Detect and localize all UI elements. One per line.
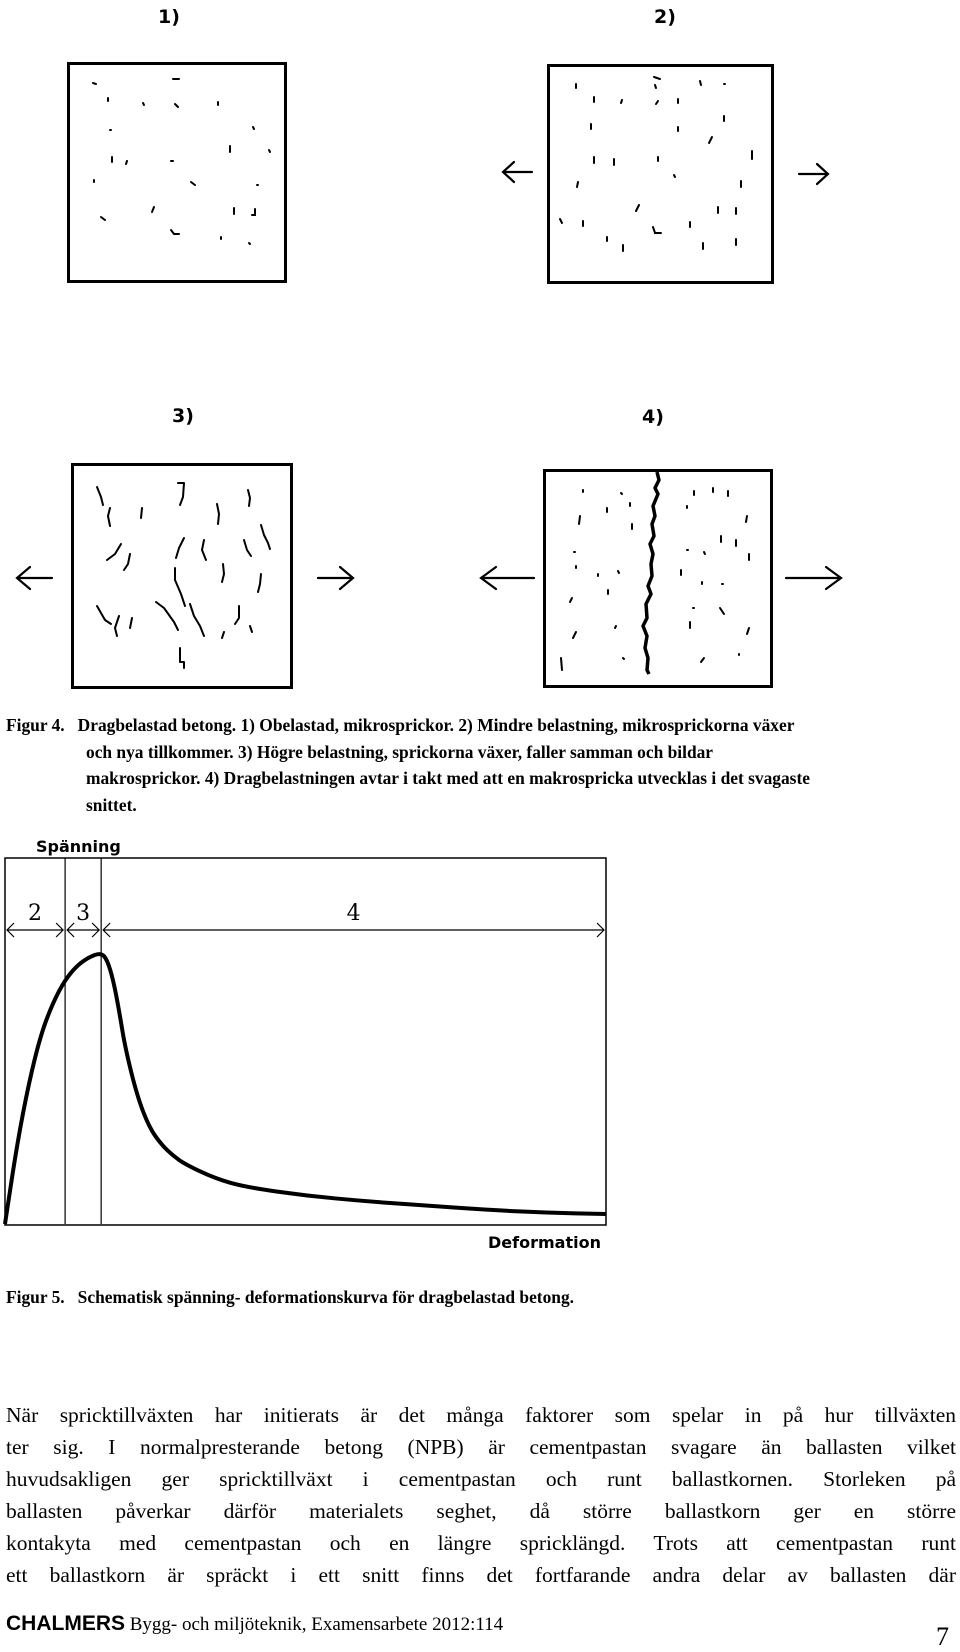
figure-4-caption — [6, 712, 956, 818]
body-line: ter sig. I normalpresterande betong (NPB) är cementpastan svagare än ballasten vilket — [6, 1435, 956, 1459]
left-arrow-icon — [14, 563, 54, 593]
figure-4-caption-line: Dragbelastad betong. 1) Obelastad, mikrosprickor. 2) Mindre belastning, mikrosprickorna växer — [77, 715, 795, 735]
body-line: ett ballastkorn är spräckt i ett snitt finns det fortfarande andra delar av ballasten där — [6, 1563, 956, 1587]
left-arrow-icon — [478, 563, 536, 593]
figure-5-caption-label: Figur 5. — [6, 1287, 65, 1307]
body-paragraph — [6, 1399, 956, 1591]
footer-text: Bygg- och miljöteknik, Examensarbete 2012:114 — [129, 1614, 504, 1635]
panel-3-specimen — [71, 463, 293, 689]
micro-cracks-2 — [550, 67, 771, 281]
region-3-label: 3 — [76, 901, 91, 926]
page-footer — [6, 1612, 503, 1636]
right-arrow-icon — [784, 563, 844, 593]
macro-crack-line — [643, 472, 659, 674]
body-line: När spricktillväxten har initierats är det många faktorer som spelar in på hur tillväxten — [6, 1403, 956, 1427]
panel-1-specimen — [67, 62, 287, 283]
left-arrow-icon — [500, 158, 534, 186]
chart-frame — [5, 858, 606, 1225]
stress-deformation-chart — [0, 830, 620, 1260]
region-4-label: 4 — [346, 901, 361, 926]
right-arrow-icon — [316, 563, 356, 593]
body-line: huvudsakligen ger spricktillväxt i cementpastan och runt ballastkornen. Storleken på — [6, 1467, 956, 1491]
cracks-growing — [74, 466, 290, 686]
panel-2-label: 2) — [654, 6, 676, 28]
panel-2-specimen — [547, 64, 774, 284]
y-axis-label: Spänning — [36, 837, 121, 856]
figure-4-caption-label: Figur 4. — [6, 715, 65, 735]
body-line: ballasten påverkar därför materialets seghet, då större ballastkorn ger en större — [6, 1499, 956, 1523]
page-number: 7 — [936, 1622, 949, 1651]
x-axis-label: Deformation — [488, 1233, 601, 1252]
figure-4-caption-line: och nya tillkommer. 3) Högre belastning, sprickorna växer, faller samman och bildar — [86, 741, 714, 762]
panel-4-label: 4) — [642, 406, 664, 428]
chalmers-brand: CHALMERS — [6, 1612, 125, 1635]
panel-1-label: 1) — [158, 6, 180, 28]
right-arrow-icon — [797, 160, 831, 188]
panel-4-specimen — [543, 469, 773, 688]
stress-curve — [5, 954, 606, 1224]
region-2-label: 2 — [28, 901, 43, 926]
figure-4-caption-line: snittet. — [86, 794, 137, 815]
figure-5-caption — [6, 1284, 956, 1311]
micro-cracks-1 — [70, 65, 284, 280]
figure-4-caption-line: makrosprickor. 4) Dragbelastningen avtar i takt med att en makrospricka utvecklas i det svagaste — [86, 768, 810, 788]
macro-crack — [546, 472, 770, 685]
body-line: kontakyta med cementpastan och en längre spricklängd. Trots att cementpastan runt — [6, 1531, 956, 1555]
figure-5-caption-text: Schematisk spänning- deformationskurva för dragbelastad betong. — [77, 1287, 575, 1307]
panel-3-label: 3) — [172, 405, 194, 427]
